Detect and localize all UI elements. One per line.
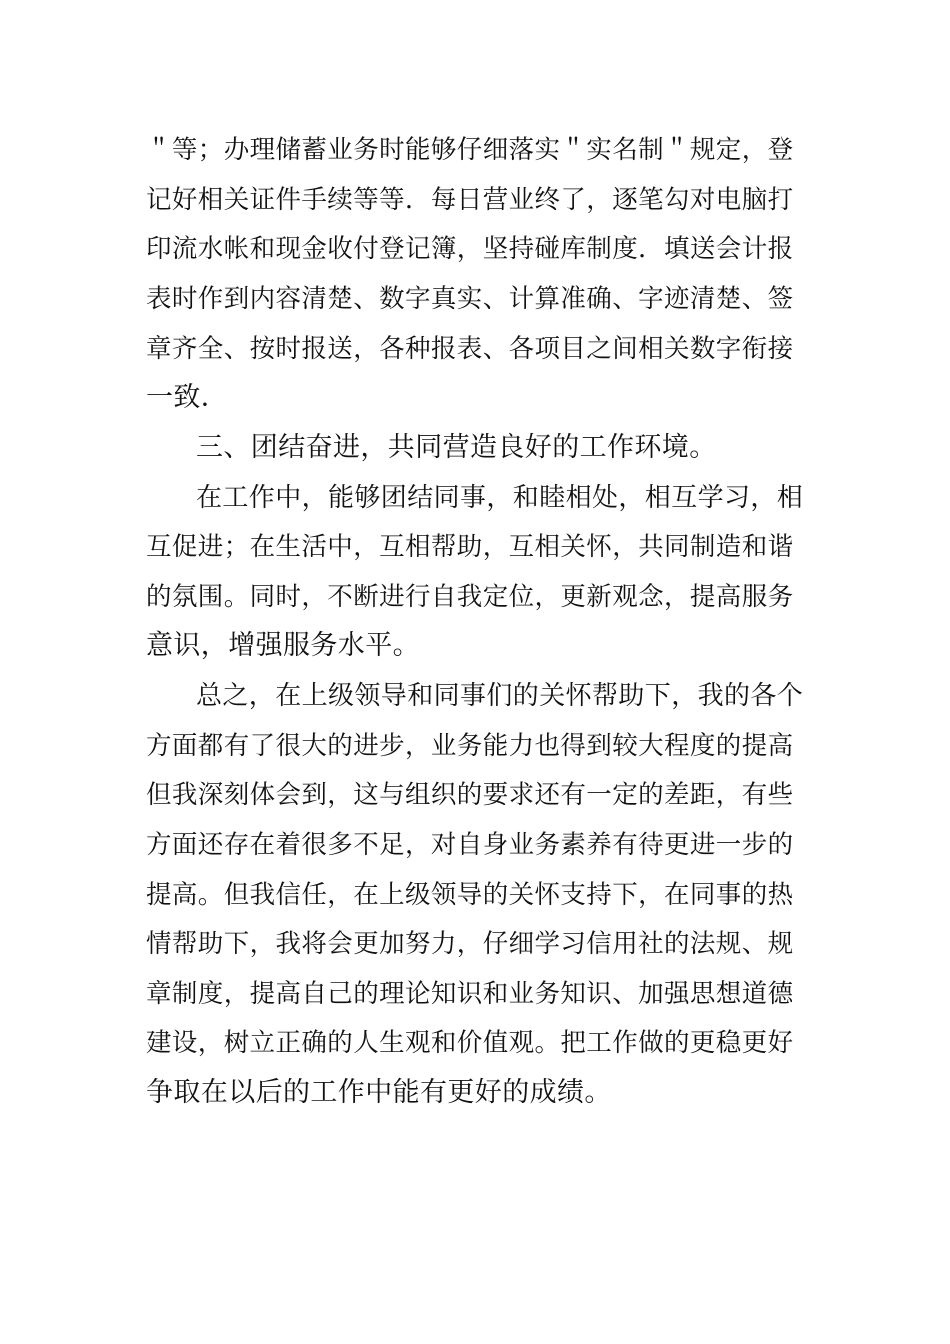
paragraph-line: 总之，在上级领导和同事们的关怀帮助下，我的各个 xyxy=(196,681,804,711)
paragraph-line: 的氛围。同时，不断进行自我定位，更新观念，提高服务 xyxy=(146,582,794,612)
paragraph-line: 建设，树立正确的人生观和价值观。把工作做的更稳更好 xyxy=(146,1028,794,1058)
paragraph-line: 表时作到内容清楚、数字真实、计算准确、字迹清楚、签 xyxy=(146,284,794,314)
paragraph-line: 提高。但我信任，在上级领导的关怀支持下，在同事的热 xyxy=(146,880,794,910)
paragraph-line: 互促进；在生活中，互相帮助，互相关怀，共同制造和谐 xyxy=(146,532,794,562)
paragraph-line: 一致． xyxy=(146,382,229,413)
paragraph-line: 在工作中，能够团结同事，和睦相处，相互学习，相 xyxy=(196,483,804,513)
paragraph-line: 方面还存在着很多不足，对自身业务素养有待更进一步的 xyxy=(146,830,794,860)
paragraph-line: 情帮助下，我将会更加努力，仔细学习信用社的法规、规 xyxy=(146,929,794,959)
section-heading: 三、团结奋进，共同营造良好的工作环境。 xyxy=(196,432,717,463)
paragraph-line: 但我深刻体会到，这与组织的要求还有一定的差距，有些 xyxy=(146,780,794,810)
paragraph-line: 争取在以后的工作中能有更好的成绩。 xyxy=(146,1077,612,1108)
paragraph-line: 章制度，提高自己的理论知识和业务知识、加强思想道德 xyxy=(146,979,794,1009)
paragraph-line: 印流水帐和现金收付登记簿，坚持碰库制度．填送会计报 xyxy=(146,234,794,264)
paragraph-line: 记好相关证件手续等等．每日营业终了，逐笔勾对电脑打 xyxy=(146,185,794,215)
paragraph-line: ＂等；办理储蓄业务时能够仔细落实＂实名制＂规定，登 xyxy=(146,135,794,165)
paragraph-line: 方面都有了很大的进步，业务能力也得到较大程度的提高 xyxy=(146,731,794,761)
paragraph-line: 意识，增强服务水平。 xyxy=(146,630,420,661)
paragraph-line: 章齐全、按时报送，各种报表、各项目之间相关数字衔接 xyxy=(146,334,794,364)
